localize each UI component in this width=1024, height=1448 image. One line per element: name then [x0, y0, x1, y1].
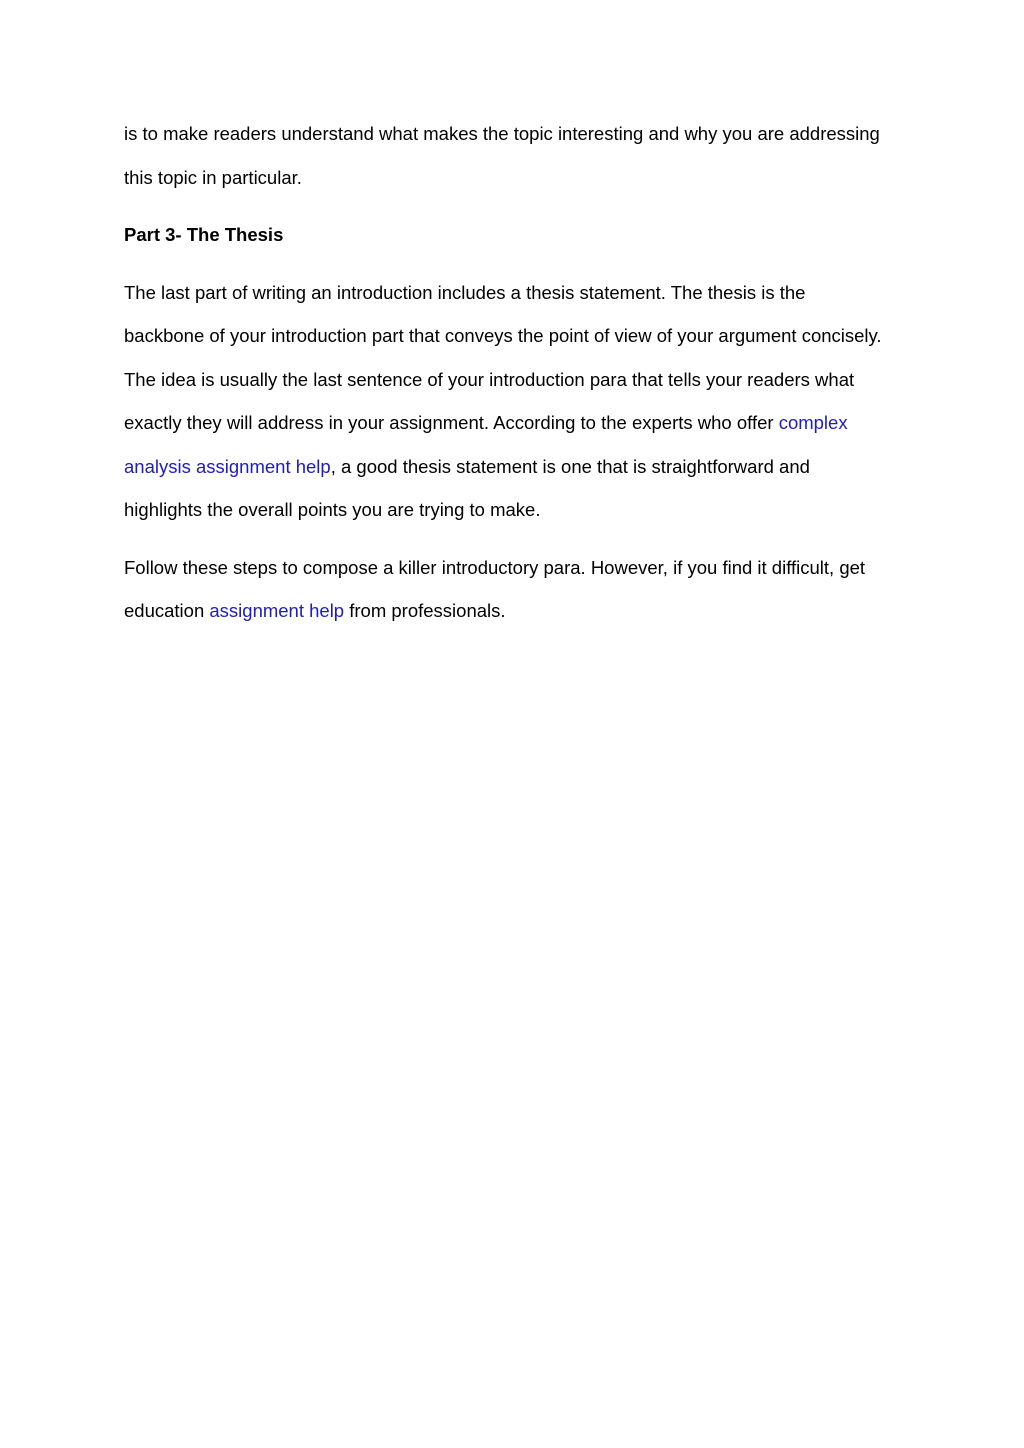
paragraph-intro-end: [124, 112, 914, 199]
document-body: [124, 112, 914, 633]
text-line: this topic in particular.: [124, 166, 302, 188]
paragraph-spacer: [124, 199, 914, 213]
text-line: [124, 401, 914, 445]
text-line: [124, 445, 914, 489]
text-line: backbone of your introduction part that conveys the point of view of your argument concisely.: [124, 325, 882, 346]
text-line: The last part of writing an introduction includes a thesis statement. The thesis is the: [124, 281, 806, 303]
text-segment: , a good thesis statement is one that is straightforward and: [330, 455, 810, 477]
text-segment: education: [124, 600, 210, 621]
assignment-help-link[interactable]: assignment help: [209, 600, 345, 621]
text-line: Follow these steps to compose a killer introductory para. However, if you find it difficult, get: [124, 556, 866, 578]
paragraph-spacer: [124, 532, 914, 546]
text-segment: exactly they will address in your assignment. According to the experts who offer: [124, 412, 779, 433]
text-line: is to make readers understand what makes the topic interesting and why you are addressing: [124, 123, 880, 144]
paragraph-spacer: [124, 257, 914, 271]
paragraph-closing: [124, 546, 914, 633]
text-segment: from professionals.: [344, 600, 506, 621]
text-line: [124, 589, 914, 633]
text-line: highlights the overall points you are trying to make.: [124, 499, 541, 520]
complex-analysis-link-part2[interactable]: analysis assignment help: [124, 455, 331, 477]
complex-analysis-link-part1[interactable]: complex: [778, 412, 848, 433]
paragraph-thesis: [124, 271, 914, 532]
heading-text: Part 3- The Thesis: [124, 224, 284, 245]
section-heading: [124, 213, 914, 257]
text-line: The idea is usually the last sentence of your introduction para that tells your readers what: [124, 368, 855, 390]
